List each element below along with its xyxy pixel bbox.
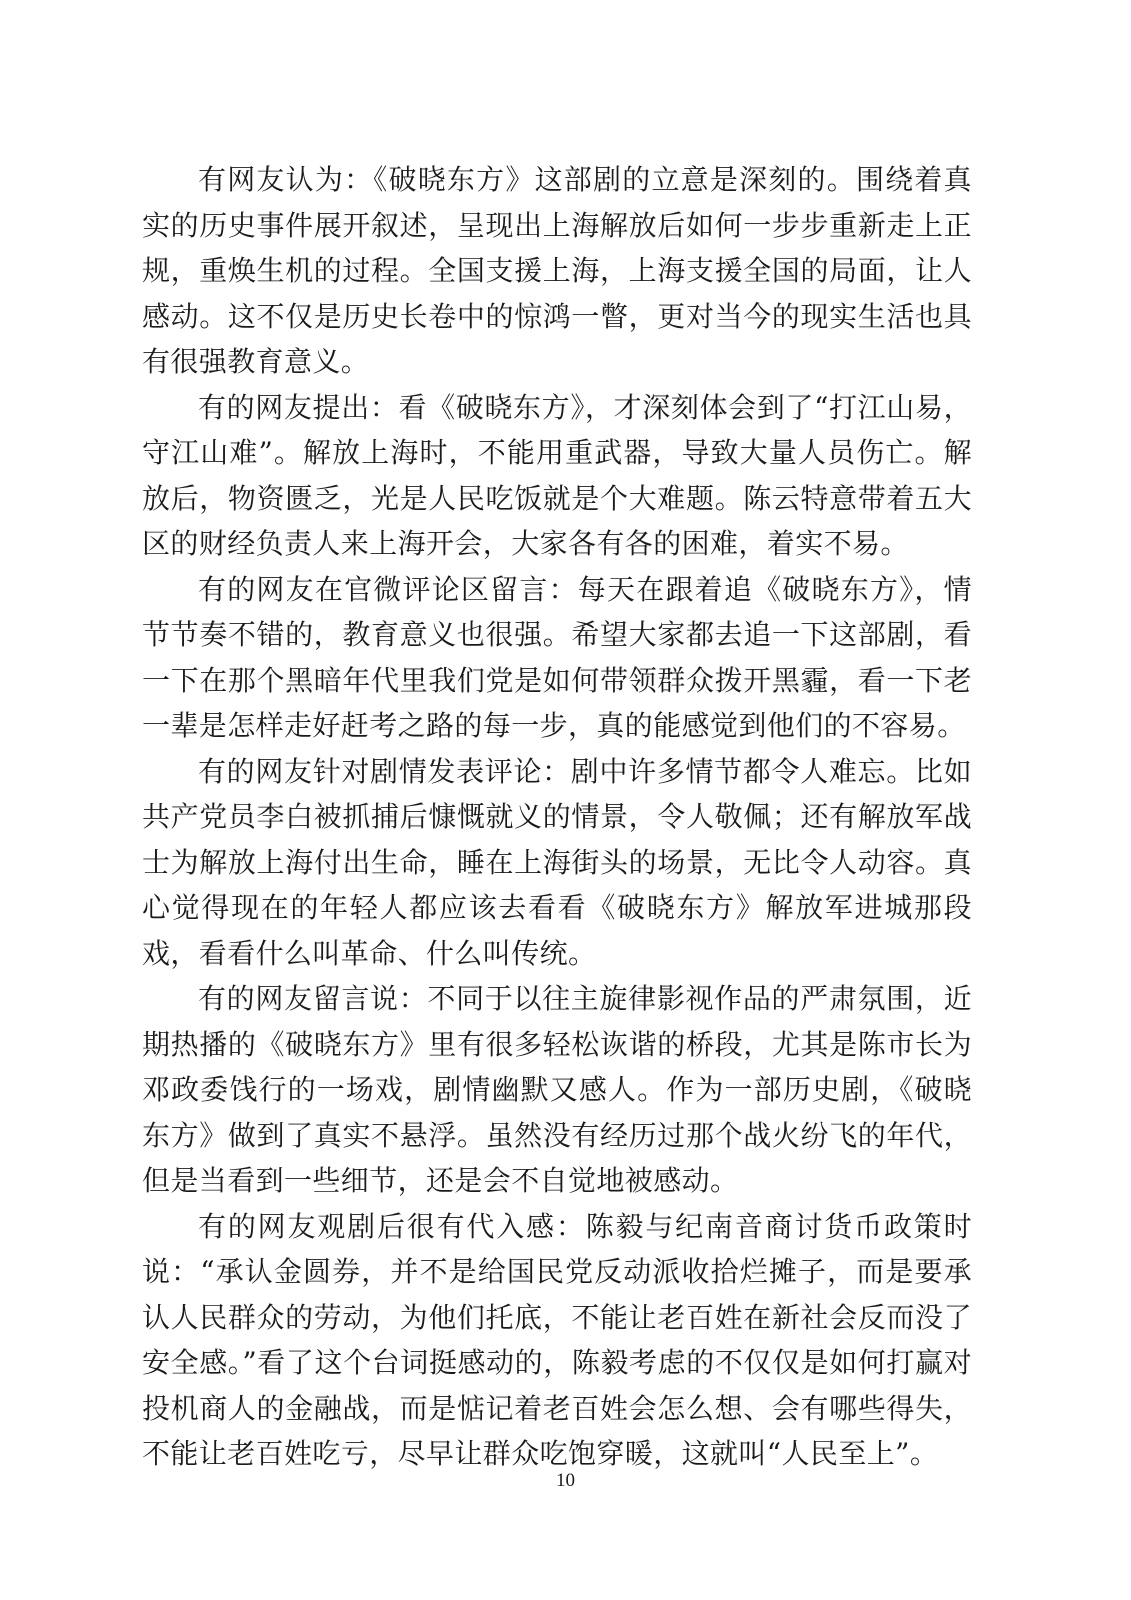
paragraph-4: 有的网友针对剧情发表评论：剧中许多情节都令人难忘。比如共产党员李白被抓捕后慷慨就义的情景，令人敬佩；还有解放军战士为解放上海付出生命，睡在上海街头的场景，无比令人动容。真心觉得现在的年轻人都应该去看看《破晓东方》解放军进城那段戏，看看什么叫革命、什么叫传统。 bbox=[142, 754, 972, 970]
paragraph-3: 有的网友在官微评论区留言：每天在跟着追《破晓东方》，情节节奏不错的，教育意义也很强。希望大家都去追一下这部剧，看一下在那个黑暗年代里我们党是如何带领群众拨开黑霾，看一下老一辈是怎样走好赶考之路的每一步，真的能感觉到他们的不容易。 bbox=[142, 572, 972, 742]
body-text bbox=[142, 157, 972, 1477]
paragraph-1: 有网友认为：《破晓东方》这部剧的立意是深刻的。围绕着真实的历史事件展开叙述，呈现出上海解放后如何一步步重新走上正规，重焕生机的过程。全国支援上海，上海支援全国的局面，让人感动。这不仅是历史长卷中的惊鸿一瞥，更对当今的现实生活也具有很强教育意义。 bbox=[142, 163, 972, 378]
page-number: 10 bbox=[556, 1470, 575, 1491]
paragraph-5: 有的网友留言说：不同于以往主旋律影视作品的严肃氛围，近期热播的《破晓东方》里有很多轻松诙谐的桥段，尤其是陈市长为邓政委饯行的一场戏，剧情幽默又感人。作为一部历史剧，《破晓东方》做到了真实不悬浮。虽然没有经历过那个战火纷飞的年代，但是当看到一些细节，还是会不自觉地被感动。 bbox=[142, 982, 972, 1197]
paragraph-2: 有的网友提出：看《破晓东方》，才深刻体会到了“打江山易，守江山难”。解放上海时，不能用重武器，导致大量人员伤亡。解放后，物资匮乏，光是人民吃饭就是个大难题。陈云特意带着五大区的财经负责人来上海开会，大家各有各的困难，着实不易。 bbox=[142, 390, 972, 560]
paragraph-6: 有的网友观剧后很有代入感：陈毅与纪南音商讨货币政策时说：“承认金圆券，并不是给国民党反动派收拾烂摊子，而是要承认人民群众的劳动，为他们托底，不能让老百姓在新社会反而没了安全感。”看了这个台词挺感动的，陈毅考虑的不仅仅是如何打赢对投机商人的金融战，而是惦记着老百姓会怎么想、会有哪些得失，不能让老百姓吃亏，尽早让群众吃饱穿暖，这就叫“人民至上”。 bbox=[142, 1209, 972, 1470]
